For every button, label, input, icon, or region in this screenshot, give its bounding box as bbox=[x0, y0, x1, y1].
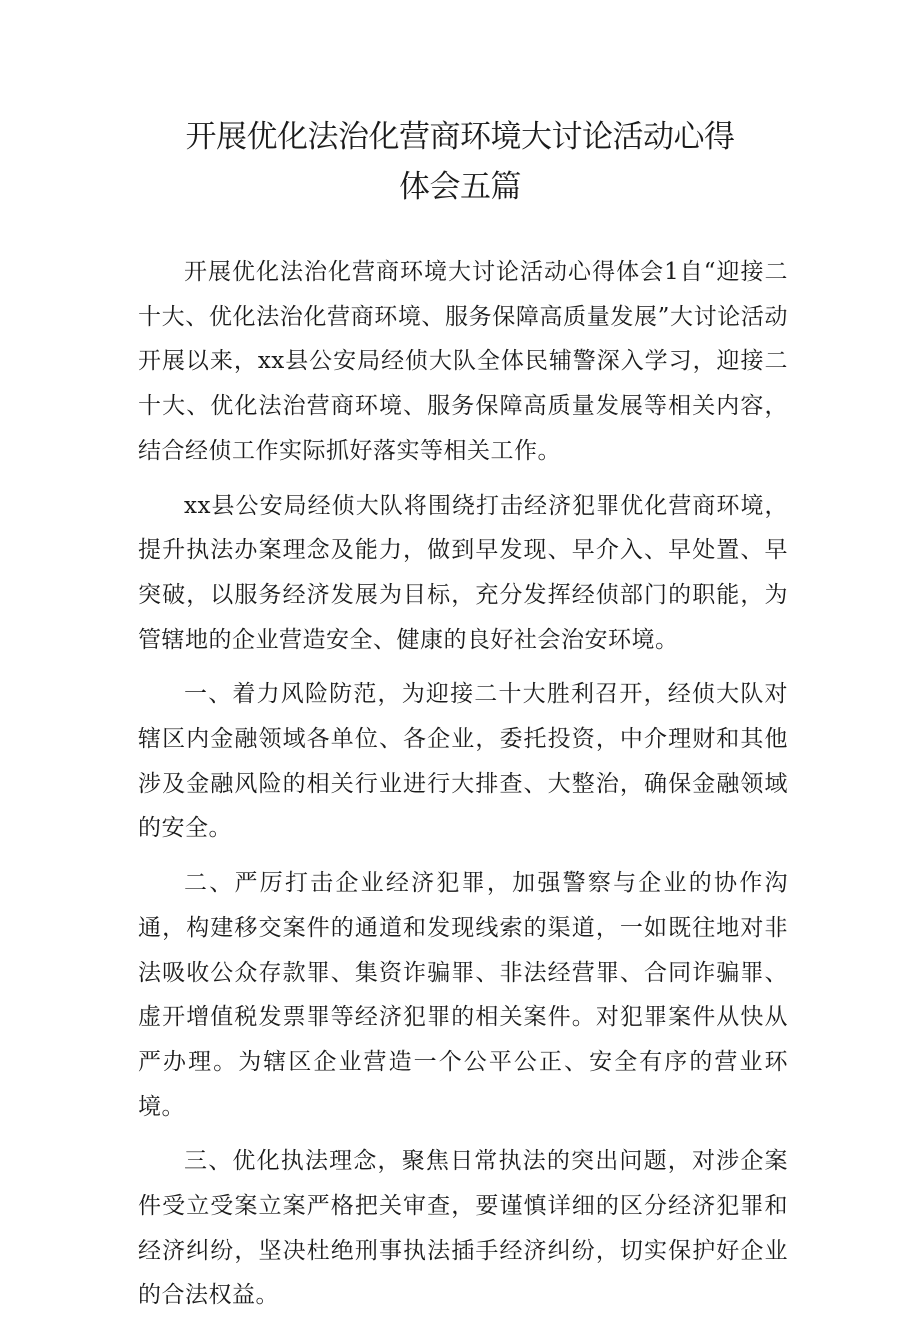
title-line-2: 体会五篇 bbox=[399, 169, 521, 205]
paragraph-goal: xx县公安局经侦大队将围绕打击经济犯罪优化营商环境，提升执法办案理念及能力，做到早发现、早介入、早处置、早突破，以服务经济发展为目标，充分发挥经侦部门的职能，为管辖地的企业营造安全、健康的良好社会治安环境。 bbox=[138, 492, 788, 653]
paragraph-point-3: 三、优化执法理念，聚焦日常执法的突出问题，对涉企案件受立受案立案严格把关审查，要谨慎详细的区分经济犯罪和经济纠纷，坚决杜绝刑事执法插手经济纠纷，切实保护好企业的合法权益。 bbox=[138, 1148, 788, 1309]
document-title bbox=[100, 112, 820, 212]
paragraph-point-1: 一、着力风险防范，为迎接二十大胜利召开，经侦大队对辖区内金融领域各单位、各企业，委托投资，中介理财和其他涉及金融风险的相关行业进行大排查、大整治，确保金融领域的安全。 bbox=[138, 681, 788, 842]
document-body bbox=[138, 250, 788, 1318]
paragraph-point-2: 二、严厉打击企业经济犯罪，加强警察与企业的协作沟通，构建移交案件的通道和发现线索的渠道，一如既往地对非法吸收公众存款罪、集资诈骗罪、非法经营罪、合同诈骗罪、虚开增值税发票罪等经济犯罪的相关案件。对犯罪案件从快从严办理。为辖区企业营造一个公平公正、安全有序的营业环境。 bbox=[138, 870, 788, 1120]
title-line-1: 开展优化法治化营商环境大讨论活动心得 bbox=[185, 119, 735, 155]
paragraph-intro: 开展优化法治化营商环境大讨论活动心得体会1自“迎接二十大、优化法治化营商环境、服务保障高质量发展”大讨论活动开展以来，xx县公安局经侦大队全体民辅警深入学习，迎接二十大、优化法治营商环境、服务保障高质量发展等相关内容，结合经侦工作实际抓好落实等相关工作。 bbox=[138, 259, 788, 464]
